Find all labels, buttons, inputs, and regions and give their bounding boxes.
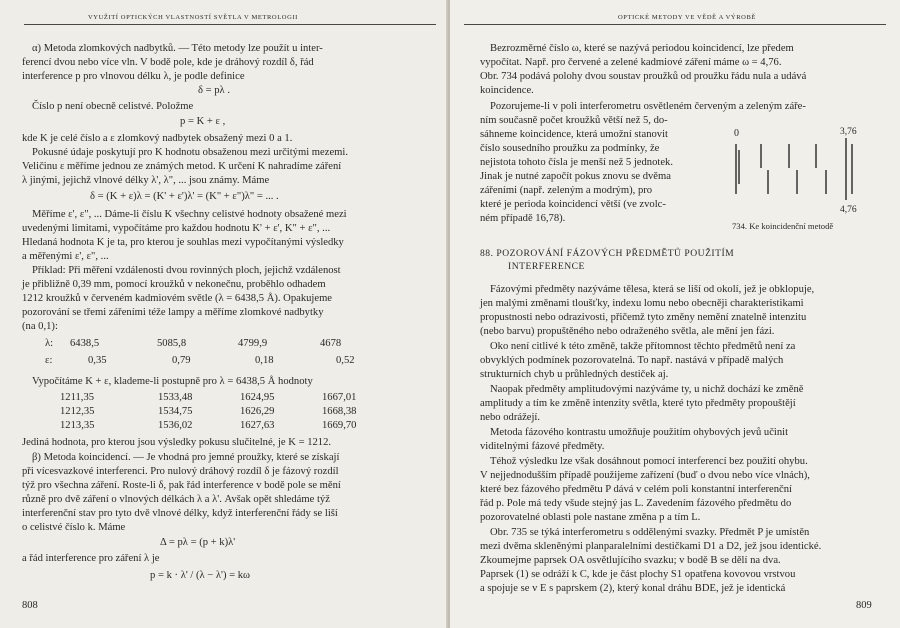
text-line: strukturních chyb u průhledných destiček aj. [480,369,669,380]
text-line: Jinak je nutné započít pokus znovu se dvěma [480,171,671,182]
text-line: V nejjednodušším případě použijeme zařízení (buď o dvou nebo více vlnách), [480,470,810,481]
table-cell: 0,52 [336,355,355,366]
equation: Δ = pλ = (p + k)λ' [160,537,236,548]
table-cell: 1534,75 [158,406,193,417]
text-line: jen malými změnami tloušťky, indexu lomu nebo obecněji charakteristikami [480,298,804,309]
text-line: kde K je celé číslo a ε zlomkový nadbytek obsažený mezi 0 a 1. [22,133,293,144]
text-line: a měřenými ε', ε", ... [22,251,109,262]
table-cell: 0,35 [88,355,107,366]
text-line: Pokusné údaje poskytují pro K hodnotu obsaženou mezi určitými mezemi. [32,147,348,158]
table-cell: 1627,63 [240,420,275,431]
coincidence-figure [726,122,876,214]
text-line: nebo odrážejí. [480,412,541,423]
table-cell: 1533,48 [158,392,193,403]
text-line: Veličinu ε měříme jednou ze známých metod. K určení K nahradíme záření [22,161,342,172]
text-line: týž pro všechna záření. Roste-li δ, pak řád interference v bodě pole se mění [22,480,341,491]
text-line: Obr. 734 podává polohy dvou soustav proužků od proužku řádu nula a udává [480,71,807,82]
text-line: Metoda fázového kontrastu umožňuje použitím ohybových jevů učinit [490,427,789,438]
text-line: 1212 kroužků v červeném kadmiovém světle (λ = 6438,5 Å). Opakujeme [22,293,333,304]
text-line: a spojuje se v E s paprskem (2), který konal dráhu BDE, jež je identická [480,583,786,594]
text-line: (nebo barvu) propuštěného nebo odraženého světla, ale mění jen fázi. [480,326,775,337]
text-line: pozorování se třemi zářeními téže lampy a měříme zlomkové nadbytky [22,307,324,318]
table-row-label: ε: [45,355,53,366]
figure-caption: 734. Ke koincidenční metodě [732,221,834,231]
figure-label-zero: 0 [734,128,739,139]
text-line: Fázovými předměty nazýváme tělesa, která se liší od okolí, jež je obklopuje, [490,284,815,295]
table-cell: 1624,95 [240,392,275,403]
text-line: Naopak předměty amplitudovými nazýváme ty, u nichž dochází ke změně [490,384,804,395]
text-line: vypočítat. Např. pro červené a zelené kadmiové záření máme ω = 4,76. [480,57,782,68]
figure-label-top: 3,76 [840,127,857,137]
text-line: které je perioda koincidencí větší (ve zvolc- [480,199,666,210]
table-cell: 1211,35 [60,392,95,403]
text-line: zářeními (např. zeleným a modrým), pro [480,185,653,196]
text-line: Pozorujeme-li v poli interferometru osvětleném červeným a zeleným záře- [490,101,806,112]
header-rule [24,24,436,25]
text-line: ním současně počet kroužků větší než 5, do- [480,115,668,126]
text-line: a řád interference pro záření λ je [22,553,160,564]
text-line: o celistvé číslo k. Máme [22,522,126,533]
table-cell: 1669,70 [322,420,357,431]
text-line: uvedenými limitami, vypočítáme pro každou hodnotu K' + ε', K" + ε", ... [22,223,331,234]
section-title: 88. POZOROVÁNÍ FÁZOVÝCH PŘEDMĚTŮ POUŽITÍM [480,248,735,259]
text-line: sáhneme koincidence, která umožní stanovit [480,129,668,140]
table-cell: 1668,38 [322,406,357,417]
text-line: interference p pro vlnovou délku λ, je podle definice [22,71,245,82]
text-line: Bezrozměrné číslo ω, které se nazývá periodou koincidencí, lze předem [490,43,794,54]
text-line: Oko není citlivé k této změně, takže přítomnost těchto předmětů není za [490,341,796,352]
text-line: amplitudy a tím ke změně intenzity světla, které tyto předměty propouštějí [480,398,796,409]
right-page [450,0,900,628]
text-line: číslo sousedního proužku za podmínky, že [480,143,660,154]
text-line: α) Metoda zlomkových nadbytků. — Této metody lze použít u inter- [32,43,323,54]
running-header-left: VYUŽITÍ OPTICKÝCH VLASTNOSTÍ SVĚTLA V METROLOGII [88,14,298,21]
text-line: při vícesvazkové interferenci. Pro nulový dráhový rozdíl δ je fázový rozdíl [22,466,339,477]
text-line: nejistota tohoto čísla je menší než 5 jednotek. [480,157,673,168]
equation: p = K + ε , [180,116,226,127]
text-line: Obr. 735 se týká interferometru s oddělenými svazky. Předmět P je umístěn [490,527,810,538]
text-line: β) Metoda koincidencí. — Je vhodná pro jemné proužky, které se získají [32,452,340,463]
text-line: Paprsek (1) se odráží k C, kde je část plochy S1 opatřena kovovou vrstvou [480,569,796,580]
table-cell: 1213,35 [60,420,95,431]
table-cell: 4678 [320,338,342,349]
table-row-label: λ: [45,338,54,349]
text-line: Vypočítáme K + ε, klademe-li postupně pro λ = 6438,5 Å hodnoty [32,376,313,387]
equation: δ = pλ . [198,85,230,96]
text-line: ném případě 16,78). [480,213,566,224]
table-cell: 1212,35 [60,406,95,417]
text-line: Hledaná hodnota K je ta, pro kterou je souhlas mezi vypočítanými výsledky [22,237,344,248]
header-rule [464,24,886,25]
text-line: (na 0,1): [22,321,58,332]
running-header-right: OPTICKÉ METODY VE VĚDĚ A VÝROBĚ [618,14,756,21]
text-line: které bez fázového předmětu P dává v celém poli konstantní interferenční [480,484,792,495]
text-line: mezi dvěma skleněnými planparalelními destičkami D1 a D2, jež jsou identické. [480,541,822,552]
section-title: INTERFERENCE [508,261,585,272]
text-line: propustnosti nebo odrazivosti, přičemž tyto změny nemění znatelně intenzitu [480,312,807,323]
text-line: Příklad: Při měření vzdálenosti dvou rovinných ploch, jejichž vzdálenost [32,265,341,276]
table-cell: 6438,5 [70,338,100,349]
table-cell: 1536,02 [158,420,193,431]
text-line: různě pro dvě záření o vlnových délkách λ a λ'. Avšak opět shledáme týž [22,494,330,505]
text-line: Zkoumejme paprsek OA osvětlujícího svazku; v bodě B se dělí na dva. [480,555,781,566]
text-line: Jediná hodnota, pro kterou jsou výsledky pokusu slučitelné, je K = 1212. [22,437,332,448]
text-line: λ jinými, jejichž vlnové délky λ', λ", ... jsou známy. Máme [22,175,270,186]
page-number-right: 809 [856,600,872,611]
text-line: Číslo p není obecně celistvé. Položme [32,101,194,112]
page-number-left: 808 [22,600,38,611]
text-line: řád p. Pole má tedy všude stejný jas L. Zavedením fázového předmětu do [480,498,792,509]
text-line: je přibližně 0,39 mm, pomocí kroužků v nekonečnu, proběhlo odhadem [22,279,326,290]
text-line: viditelnými fázové předměty. [480,441,605,452]
figure-label-bottom: 4,76 [840,205,857,214]
text-line: Měříme ε', ε", ... Dáme-li číslu K všechny celistvé hodnoty obsažené mezi [32,209,347,220]
table-cell: 0,79 [172,355,191,366]
table-cell: 4799,9 [238,338,268,349]
left-page [0,0,448,628]
equation: δ = (K + ε)λ = (K' + ε')λ' = (K" + ε")λ" = ... . [90,191,279,202]
text-line: interferenční stav pro tyto dvě vlnové délky, když interferenční řády se liší [22,508,338,519]
text-line: ferencí dvou nebo více vln. V bodě pole, kde je dráhový rozdíl δ, řád [22,57,314,68]
text-line: Téhož výsledku lze však dosáhnout pomocí interferencí bez použití ohybu. [490,456,808,467]
text-line: obvyklých podmínek pozorovatelná. To např. nastává v případě malých [480,355,784,366]
equation: p = k · λ' / (λ − λ') = kω [150,570,251,581]
table-cell: 1667,01 [322,392,357,403]
table-cell: 1626,29 [240,406,275,417]
text-line: koincidence. [480,85,534,96]
text-line: pozorovatelné oblasti pole nastane změna p a tím L. [480,512,701,523]
table-cell: 0,18 [255,355,274,366]
table-cell: 5085,8 [157,338,187,349]
